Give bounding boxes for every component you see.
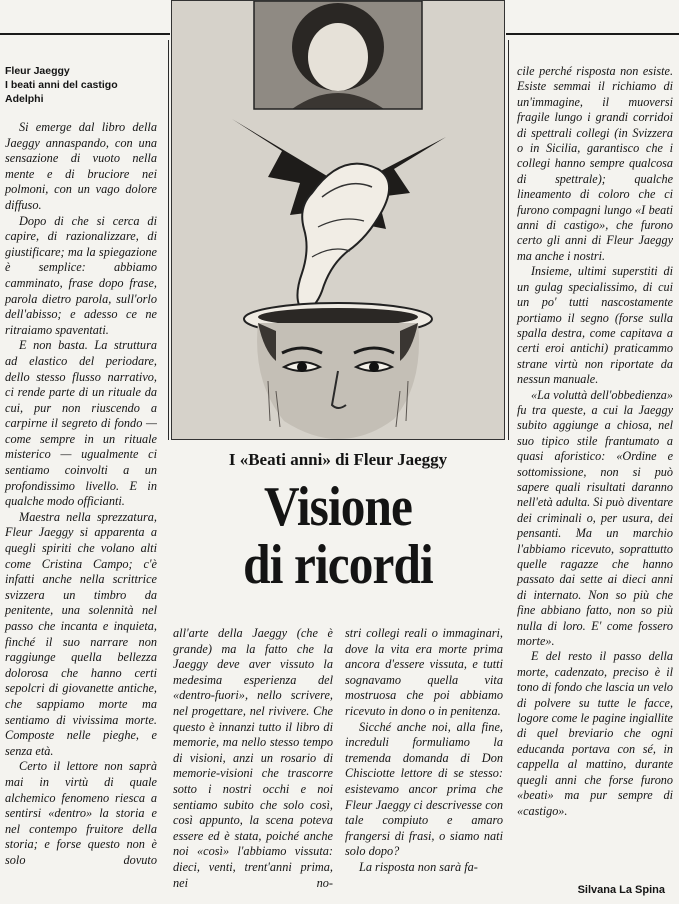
author-byline: Silvana La Spina: [577, 884, 665, 896]
paragraph: Certo il lettore non saprà mai in virtù di quale alchemico fenomeno riesca a sentirsi «dentro» la storia e nel contempo fruitore della storia; e forse questo non è solo dovuto: [5, 759, 157, 867]
author-portrait-photo: [254, 1, 422, 109]
paragraph: Sicché anche noi, alla fine, increduli formuliamo la tremenda domanda di Don Chisciotte lettore di se stesso: esistevamo ancor prima che Fleur Jaeggy ci descrivesse con tale compiuto e amaro frangersi di frasi, o siamo nati solo dopo?: [345, 719, 503, 859]
paragraph: «La voluttà dell'obbedienza» fu tra queste, a cui la Jaeggy subito aggiunge a chiosa, nel suo tipico stile frantumato a quasi aforistico: «Ordine e sottomissione, non si può sapere quali risultati daranno nell'età adulta. Si può diventare dei criminali o, per usura, dei pensanti. Ma un marchio l'abbiamo ricevuto, soprattutto quelle ragazze che hanno passato dai sette ai dieci anni di internato. Non so più che fine abbiano fatto, non so più nulla di loro. E' come fossero morte».: [517, 387, 673, 649]
dragon-head-illustration: [172, 1, 504, 439]
article-column-2: [173, 626, 333, 891]
paragraph: Insieme, ultimi superstiti di un gulag specialissimo, di cui un po' tutti nascostamente portiamo il segno (forse sulla spalla destra, come capitava a certi eroi antichi) praticammo strane virtù non riportate da nessun manuale.: [517, 264, 673, 387]
paragraph: Si emerge dal libro della Jaeggy annaspando, con una sensazione di vuoto nella mente e di bruciore nei polmoni, con un vago dolore diffuso.: [5, 120, 157, 212]
paragraph: E del resto il passo della morte, cadenzato, preciso è il tono di fondo che lascia un velo di polvere su tutte le facce, logore come le pagine ingiallite di quel breviario che ogni educanda portava con sé, in cappella al mattino, durante quegli anni che forse furono «beati» ma pur sempre di «castigo».: [517, 649, 673, 818]
top-rule-left: [0, 33, 170, 35]
paragraph: La risposta non sarà fa-: [359, 859, 478, 874]
column-divider: [508, 40, 509, 440]
top-rule-right: [506, 33, 679, 35]
book-credits: [5, 64, 165, 106]
paragraph: stri collegi reali o immaginari, dove la vita era morte prima ancora d'essere vissuta, e tutti sognavamo quella vita mostruosa che poi abbiamo ricevuto in dono o in penitenza.: [345, 626, 503, 718]
column-divider: [168, 40, 169, 440]
article-column-3: [345, 626, 503, 876]
paragraph: E non basta. La struttura ad elastico del periodare, dello stesso flusso narrativo, ci rende parte di un rituale da cui, pur non riuscendo a carpirne il segreto di fondo — come sempre in un rituale misterico — ugualmente ci sentiamo coinvolti a un profondissimo livello. E in qualche modo officianti.: [5, 338, 157, 509]
article-column-1: [5, 120, 157, 869]
illustration-figure: [171, 0, 505, 440]
article-kicker: I «Beati anni» di Fleur Jaeggy: [228, 450, 448, 469]
paragraph: Maestra nella sprezzatura, Fleur Jaeggy si apparenta a quegli spiriti che volano alti come Cristina Campo; c'è infatti anche nella scrittrice svizzera un timbro da penitente, una solennità nel passo che incanta e inquieta, finché il suo narrare non raggiunge quella bellezza dolorosa che hanno certi sepolcri di giovanette antiche, che sappiamo morte ma sentiamo di vivissima morte. Composte nelle pieghe, e senza età.: [5, 509, 157, 758]
headline-line-1: Visione: [263, 476, 413, 538]
book-author: Fleur Jaeggy: [5, 65, 70, 77]
headline-line-2: di ricordi: [243, 534, 433, 596]
paragraph: Dopo di che si cerca di capire, di razionalizzare, di giustificare; ma la spiegazione è semplice: abbiamo camminato, frase dopo frase, parola dietro parola, sull'orlo dell'abisso; e adesso ce ne ritraiamo spaventati.: [5, 213, 157, 337]
book-publisher: Adelphi: [5, 93, 44, 105]
article-column-4: [517, 64, 673, 819]
paragraph: cile perché risposta non esiste. Esiste semmai il richiamo di un'immagine, il muoversi fragile lungo i grandi corridoi di spettrali collegi (in Svizzera o in Sicilia, garantisco che i collegi hanno sempre qualcosa di spettrale); qualche lineamento di coloro che ci furono compagni lungo «I beati anni di castigo», che furono certo gli anni di Fleur Jaeggy ma anche i nostri.: [517, 64, 673, 263]
paragraph: all'arte della Jaeggy (che è grande) ma la fatto che la Jaeggy deve aver vissuto la medesima esperienza del «dentro-fuori», nello scrivere, nel progettare, nel rivivere. Che questo è innanzi tutto il libro di memorie, ma nello stesso tempo di visioni, anzi un rosario di memorie-visioni che trascorre sotto i nostri occhi e noi sentiamo subito che solo così, così appunto, la scena poteva essere ed è stata, poiché anche noi «così» l'abbiamo vissuta: dieci, venti, trent'anni prima, nei no-: [173, 626, 333, 890]
book-title: I beati anni del castigo: [5, 79, 118, 91]
